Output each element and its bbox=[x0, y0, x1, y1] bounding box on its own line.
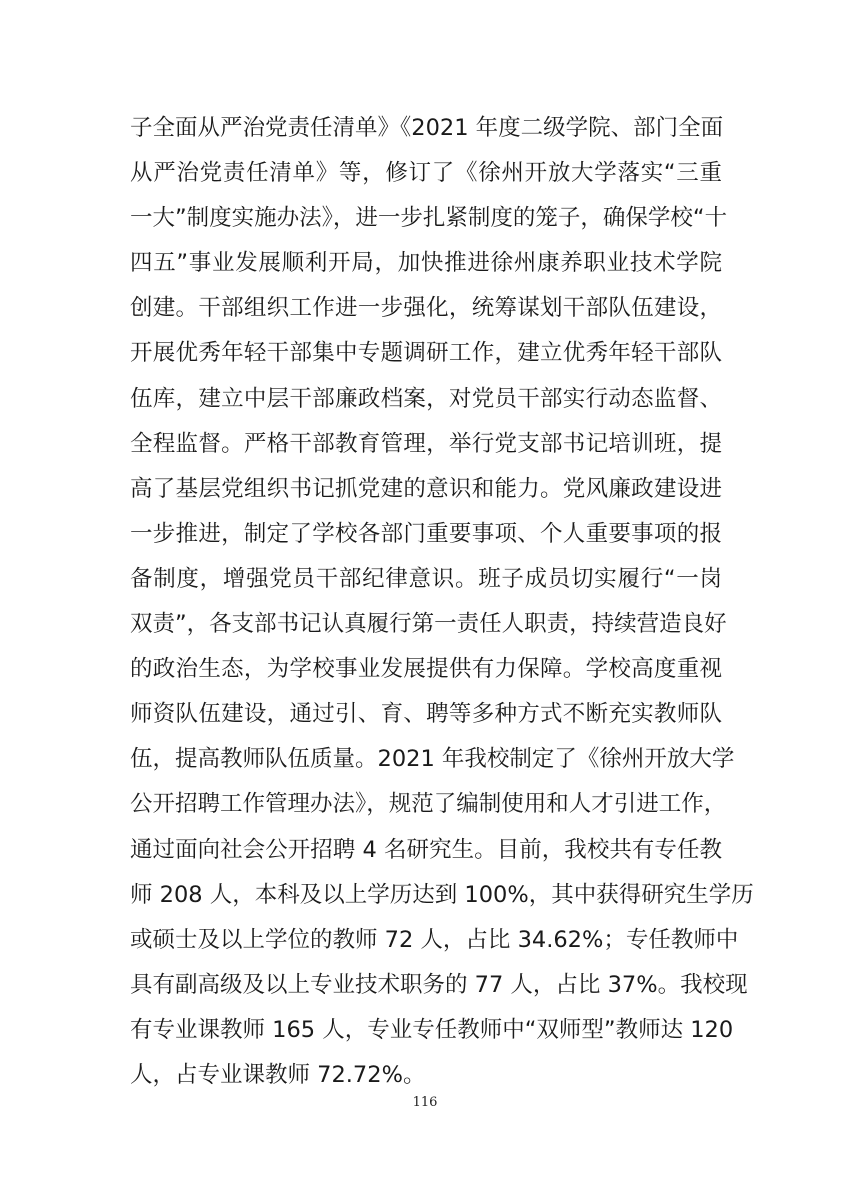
text-line: 或硕士及以上学位的教师 72 人，占比 34.62%；专任教师中 bbox=[130, 926, 739, 953]
text-line: 从严治党责任清单》等，修订了《徐州开放大学落实“三重 bbox=[130, 160, 722, 187]
text-line: 人，占专业课教师 72.72%。 bbox=[130, 1061, 426, 1088]
text-line: 伍，提高教师队伍质量。2021 年我校制定了《徐州开放大学 bbox=[130, 746, 735, 773]
text-line: 一步推进，制定了学校各部门重要事项、个人重要事项的报 bbox=[130, 520, 722, 547]
text-line: 全程监督。严格干部教育管理，举行党支部书记培训班，提 bbox=[130, 430, 722, 457]
text-line: 一大”制度实施办法》，进一步扎紧制度的笼子，确保学校“十 bbox=[130, 205, 728, 232]
text-line: 高了基层党组织书记抓党建的意识和能力。党风廉政建设进 bbox=[130, 475, 722, 502]
text-line: 双责”，各支部书记认真履行第一责任人职责，持续营造良好 bbox=[130, 611, 727, 638]
text-line: 备制度，增强党员干部纪律意识。班子成员切实履行“一岗 bbox=[130, 565, 722, 592]
text-line: 的政治生态，为学校事业发展提供有力保障。学校高度重视 bbox=[130, 656, 722, 683]
text-line: 师资队伍建设，通过引、育、聘等多种方式不断充实教师队 bbox=[130, 701, 722, 728]
text-line: 具有副高级及以上专业技术职务的 77 人，占比 37%。我校现 bbox=[130, 971, 748, 998]
text-line: 伍库，建立中层干部廉政档案，对党员干部实行动态监督、 bbox=[130, 385, 722, 412]
text-line: 开展优秀年轻干部集中专题调研工作，建立优秀年轻干部队 bbox=[130, 340, 722, 367]
text-line: 四五”事业发展顺利开局，加快推进徐州康养职业技术学院 bbox=[130, 250, 722, 277]
text-line: 有专业课教师 165 人，专业专任教师中“双师型”教师达 120 bbox=[130, 1016, 734, 1043]
page-number: 116 bbox=[412, 1095, 438, 1110]
text-line: 师 208 人，本科及以上学历达到 100%，其中获得研究生学历 bbox=[130, 881, 754, 908]
text-line: 通过面向社会公开招聘 4 名研究生。目前，我校共有专任教 bbox=[130, 836, 722, 863]
body-paragraph bbox=[130, 106, 754, 1098]
text-line: 创建。干部组织工作进一步强化，统筹谋划干部队伍建设， bbox=[130, 295, 722, 322]
text-line: 公开招聘工作管理办法》，规范了编制使用和人才引进工作， bbox=[130, 791, 727, 818]
text-line: 子全面从严治党责任清单》《2021 年度二级学院、部门全面 bbox=[130, 115, 724, 141]
